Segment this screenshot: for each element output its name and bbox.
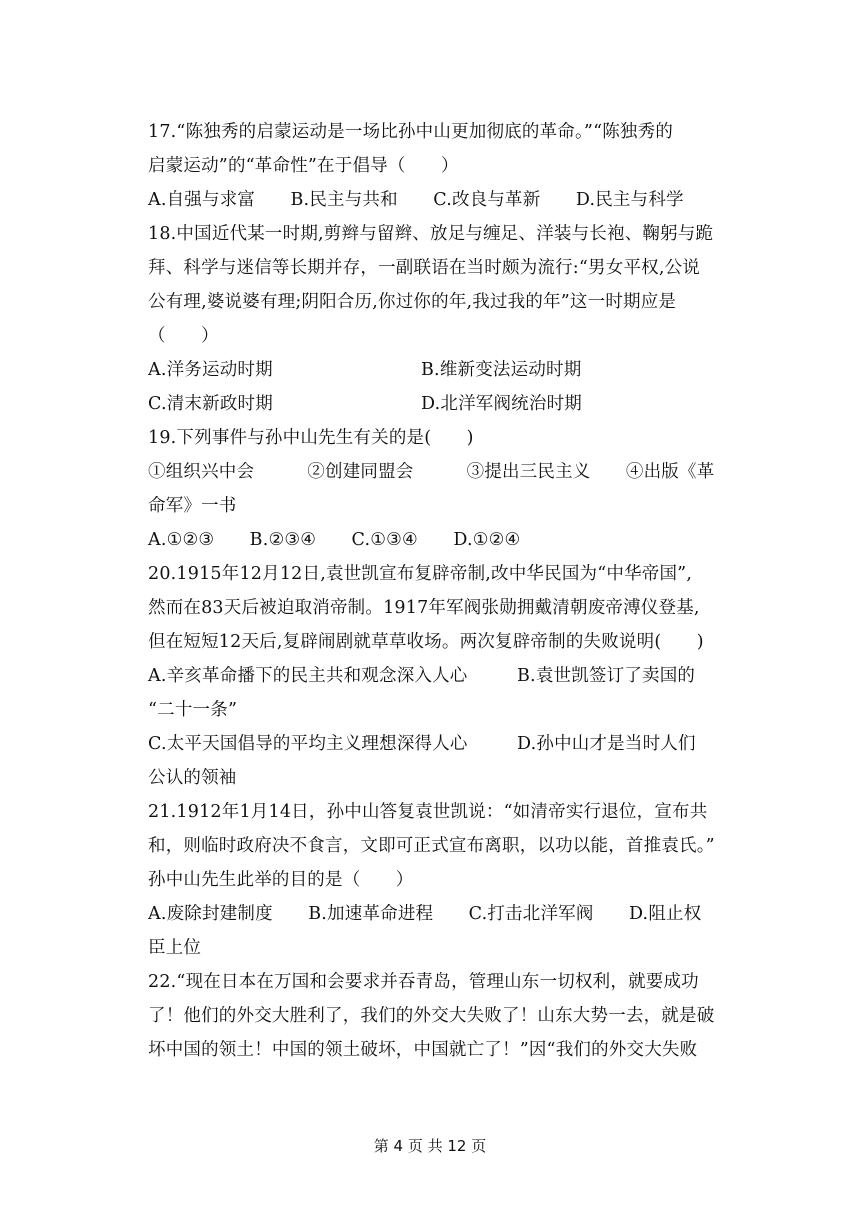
q20-option-d: D.孙中山才是当时人们	[517, 734, 696, 754]
q17-stem-line1: 17.“陈独秀的启蒙运动是一场比孙中山更加彻底的革命。”“陈独秀的	[148, 122, 674, 142]
q21-stem-line3: 孙中山先生此举的目的是（ ）	[148, 870, 414, 890]
q21-stem-line2: 和，则临时政府决不食言，文即可正式宣布离职，以功以能，首推袁氏。”	[148, 836, 715, 856]
q18-option-d: D.北洋军阀统治时期	[421, 394, 582, 414]
q20-option-d-cont: 公认的领袖	[148, 768, 237, 788]
q21-options: A.废除封建制度 B.加速革命进程 C.打击北洋军阀 D.阻止权	[148, 904, 702, 924]
q20-option-b: B.袁世凯签订了卖国的	[517, 666, 696, 686]
q18-stem-line1: 18.中国近代某一时期,剪辫与留辫、放足与缠足、洋装与长袍、鞠躬与跪	[148, 224, 714, 244]
q19-stem-line3: 命军》一书	[148, 496, 237, 516]
q19-options: A.①②③ B.②③④ C.①③④ D.①②④	[148, 530, 521, 550]
q20-stem-line1: 20.1915年12月12日,袁世凯宣布复辟帝制,改中华民国为“中华帝国”,	[148, 564, 693, 584]
q22-stem-line2: 了！他们的外交大胜利了，我们的外交大失败了！山东大势一去，就是破	[148, 1006, 715, 1026]
q18-stem-line4: （ ）	[148, 326, 219, 346]
q20-option-c: C.太平天国倡导的平均主义理想深得人心	[148, 734, 468, 754]
q18-option-a: A.洋务运动时期	[148, 360, 273, 380]
q20-stem-line2: 然而在83天后被迫取消帝制。1917年军阀张勋拥戴清朝废帝溥仪登基,	[148, 598, 700, 618]
q18-option-c: C.清末新政时期	[148, 394, 273, 414]
q17-options: A.自强与求富 B.民主与共和 C.改良与革新 D.民主与科学	[148, 190, 684, 210]
q22-stem-line3: 坏中国的领土！中国的领土破坏，中国就亡了！”因“我们的外交大失败	[148, 1040, 698, 1060]
q20-option-b-cont: “二十一条”	[148, 700, 238, 720]
q21-stem-line1: 21.1912年1月14日，孙中山答复袁世凯说：“如清帝实行退位，宣布共	[148, 802, 708, 822]
q22-stem-line1: 22.“现在日本在万国和会要求并吞青岛，管理山东一切权利，就要成功	[148, 972, 699, 992]
q17-stem-line2: 启蒙运动”的“革命性”在于倡导（ ）	[148, 156, 459, 176]
q18-stem-line3: 公有理,婆说婆有理;阴阳合历,你过你的年,我过我的年”这一时期应是	[148, 292, 677, 312]
q18-option-b: B.维新变法运动时期	[421, 360, 582, 380]
q19-stem-line2: ①组织兴中会 ②创建同盟会 ③提出三民主义 ④出版《革	[148, 462, 715, 482]
q21-options-cont: 臣上位	[148, 938, 202, 958]
q20-option-a: A.辛亥革命播下的民主共和观念深入人心	[148, 666, 468, 686]
q20-stem-line3: 但在短短12天后,复辟闹剧就草草收场。两次复辟帝制的失败说明( )	[148, 632, 704, 652]
page-number-footer: 第 4 页 共 12 页	[373, 1137, 487, 1155]
q19-stem-line1: 19.下列事件与孙中山先生有关的是( )	[148, 428, 474, 448]
q18-stem-line2: 拜、科学与迷信等长期并存，一副联语在当时颇为流行:“男女平权,公说	[148, 258, 701, 278]
